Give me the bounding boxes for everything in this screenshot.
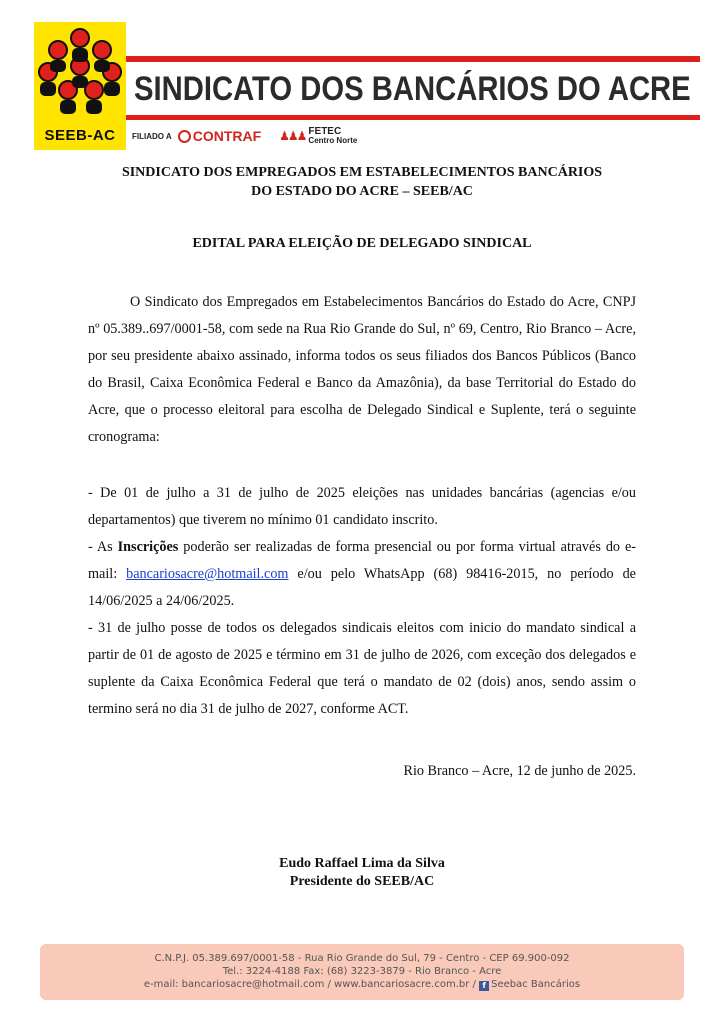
- item-elections: - De 01 de julho a 31 de julho de 2025 eleições nas unidades bancárias (agencias e/ou departamentos) que tiverem no mínimo 01 candidato inscrito.: [88, 485, 636, 528]
- contraf-logo: [178, 128, 261, 144]
- people-logo-icon: [34, 22, 126, 122]
- footer: [40, 944, 684, 1000]
- registration-mid: poderão ser realizadas de forma presencial ou por forma virtual através do e-mail:: [88, 539, 636, 582]
- fetec-label: FETEC: [308, 126, 342, 137]
- affiliated-label: FILIADO A: [132, 131, 172, 141]
- header-rule-top: [126, 56, 700, 62]
- registration-suffix: e/ou pelo WhatsApp (68) 98416-2015, no período de 14/06/2025 a 24/06/2025.: [88, 566, 636, 609]
- fetec-logo: [279, 127, 357, 145]
- registration-prefix: - As: [88, 539, 118, 555]
- document-title: EDITAL PARA ELEIÇÃO DE DELEGADO SINDICAL: [192, 236, 532, 251]
- item-inauguration: - 31 de julho posse de todos os delegados sindicais eleitos com inicio do mandato sindical a partir de 01 de agosto de 2025 e término em 31 de julho de 2026, com exceção dos delegados e suplente da Caixa Econômica Federal que terá o mandato de 02 (dois) anos, sendo assim o termino será no dia 31 de julho de 2027, conforme ACT.: [88, 620, 636, 717]
- contraf-label: CONTRAF: [192, 128, 262, 144]
- logo-label: SEEB-AC: [44, 127, 116, 144]
- intro-paragraph: O Sindicato dos Empregados em Estabelecimentos Bancários do Estado do Acre, CNPJ nº 05.389..697/0001-58, com sede na Rua Rio Grande do Sul, nº 69, Centro, Rio Branco – Acre, por seu presidente abaixo assinado, informa todos os seus filiados dos Bancos Públicos (Banco do Brasil, Caixa Econômica Federal e Banco da Amazônia), da base Territorial do Estado do Acre, que o processo eleitoral para escolha de Delegado Sindical e Suplente, terá o seguinte cronograma:: [88, 294, 636, 445]
- facebook-label: Seebac Bancários: [491, 979, 581, 990]
- signature-name: Eudo Raffael Lima da Silva: [279, 856, 445, 871]
- date-line: Rio Branco – Acre, 12 de junho de 2025.: [403, 763, 636, 779]
- union-logo: [34, 22, 126, 150]
- affiliations: [132, 124, 357, 148]
- contraf-mark-icon: [178, 130, 191, 143]
- fetec-figures-icon: ♟♟♟: [279, 129, 306, 143]
- registration-bold: Inscrições: [117, 539, 179, 555]
- header-rule-bottom: [126, 115, 700, 120]
- email-link[interactable]: bancariosacre@hotmail.com: [126, 566, 289, 582]
- org-name: SINDICATO DOS BANCÁRIOS DO ACRE: [134, 70, 691, 108]
- footer-line-2: Tel.: 3224-4188 Fax: (68) 3223-3879 - Rio Branco - Acre: [222, 966, 502, 977]
- heading-line-1: SINDICATO DOS EMPREGADOS EM ESTABELECIMENTOS BANCÁRIOS: [121, 165, 603, 180]
- signature-role: Presidente do SEEB/AC: [289, 874, 435, 889]
- fetec-sub: Centro Norte: [308, 136, 358, 145]
- heading-line-2: DO ESTADO DO ACRE – SEEB/AC: [251, 184, 473, 199]
- item-registration: [88, 534, 636, 615]
- footer-contact: e-mail: bancariosacre@hotmail.com / www.bancariosacre.com.br /: [143, 979, 476, 990]
- facebook-icon: f: [479, 981, 489, 991]
- footer-line-3: [40, 978, 684, 991]
- footer-line-1: C.N.P.J. 05.389.697/0001-58 - Rua Rio Grande do Sul, 79 - Centro - CEP 69.900-092: [154, 953, 570, 964]
